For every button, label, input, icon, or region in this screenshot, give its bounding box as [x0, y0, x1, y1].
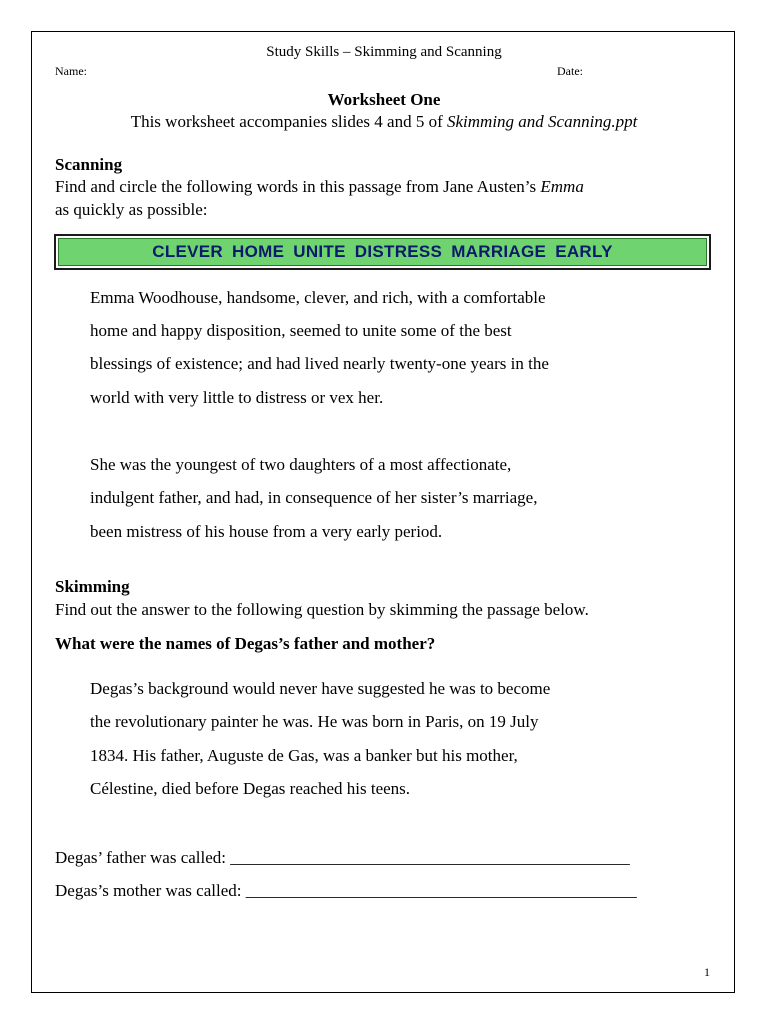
scanning-instruction-text: Find and circle the following words in this passage from Jane Austen’s [55, 177, 541, 196]
document-header-title: Study Skills – Skimming and Scanning [266, 44, 502, 60]
degas-passage-line: Degas’s background would never have suggested he was to become [90, 679, 551, 698]
emma-passage-line: home and happy disposition, seemed to unite some of the best [90, 321, 512, 340]
target-words-banner [54, 234, 711, 270]
degas-passage-line: Célestine, died before Degas reached his teens. [90, 779, 411, 798]
father-answer-line[interactable]: Degas’ father was called: _______________________________________________ [55, 848, 630, 867]
mother-answer-line[interactable]: Degas’s mother was called: ______________________________________________ [55, 881, 637, 900]
skimming-heading: Skimming [55, 577, 130, 596]
name-label: Name: [55, 64, 87, 78]
emma-passage-line: been mistress of his house from a very early period. [90, 522, 443, 541]
emma-passage-line: blessings of existence; and had lived nearly twenty-one years in the [90, 354, 549, 373]
degas-passage-line: 1834. His father, Auguste de Gas, was a banker but his mother, [90, 746, 518, 765]
skimming-question: What were the names of Degas’s father and mother? [55, 634, 436, 653]
emma-passage-line: world with very little to distress or vex her. [90, 388, 384, 407]
skimming-instruction: Find out the answer to the following question by skimming the passage below. [55, 600, 589, 619]
emma-passage-line: indulgent father, and had, in consequence of her sister’s marriage, [90, 488, 538, 507]
degas-passage-line: the revolutionary painter he was. He was born in Paris, on 19 July [90, 712, 539, 731]
page-number: 1 [704, 965, 710, 979]
worksheet-title: Worksheet One [327, 90, 441, 109]
emma-passage-line: Emma Woodhouse, handsome, clever, and rich, with a comfortable [90, 288, 546, 307]
emma-passage-line: She was the youngest of two daughters of a most affectionate, [90, 455, 512, 474]
scanning-instruction-line1 [55, 177, 584, 197]
target-words: CLEVER HOME UNITE DISTRESS MARRIAGE EARLY [58, 238, 707, 266]
worksheet-subtitle-text: This worksheet accompanies slides 4 and 5 of [130, 112, 447, 131]
worksheet-subtitle [0, 112, 768, 132]
worksheet-subtitle-file: Skimming and Scanning.ppt [447, 112, 638, 131]
scanning-heading: Scanning [55, 155, 123, 174]
scanning-instruction-line2: as quickly as possible: [55, 200, 208, 219]
scanning-book-title: Emma [540, 177, 584, 196]
date-label: Date: [557, 64, 583, 78]
